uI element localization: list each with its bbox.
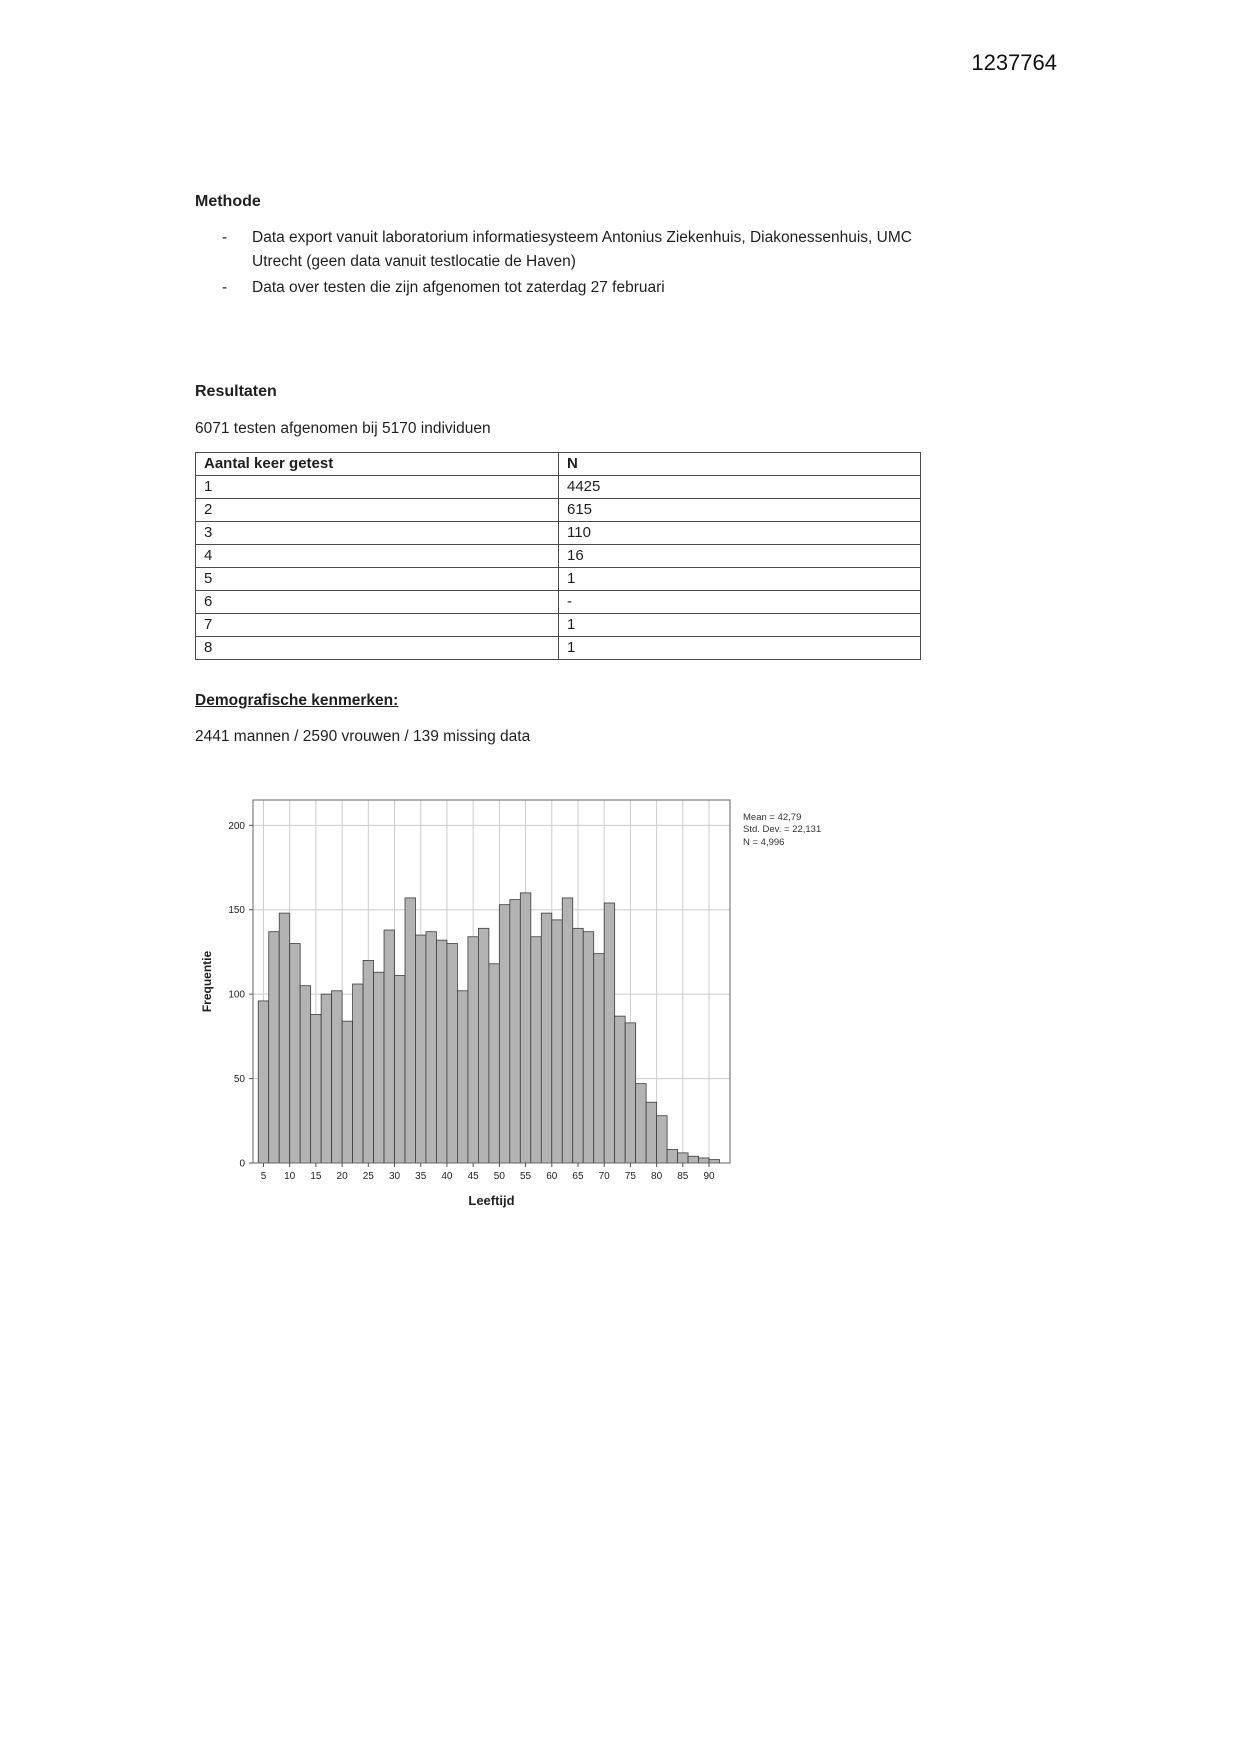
histogram-bar — [688, 1156, 698, 1163]
histogram-bar — [646, 1102, 656, 1163]
table-cell: 4425 — [559, 476, 921, 499]
histogram-bar — [363, 960, 373, 1163]
methode-list — [222, 226, 922, 302]
table-cell: 6 — [196, 591, 559, 614]
table-cell: 4 — [196, 545, 559, 568]
table-row — [196, 614, 921, 637]
table-row — [196, 499, 921, 522]
histogram-bar — [667, 1149, 677, 1163]
histogram-bar — [531, 937, 541, 1163]
resultaten-intro: 6071 testen afgenomen bij 5170 individuen — [195, 420, 491, 437]
x-tick-label: 60 — [546, 1171, 558, 1182]
histogram-bar — [541, 913, 551, 1163]
tests-table-body — [196, 476, 921, 660]
y-tick-label: 100 — [228, 989, 245, 1001]
annotation-n: N = 4,996 — [743, 836, 785, 848]
table-cell: 1 — [559, 614, 921, 637]
x-axis-label: Leeftijd — [468, 1193, 515, 1208]
histogram-bar — [300, 986, 310, 1163]
table-cell: 1 — [196, 476, 559, 499]
histogram-bar — [615, 1016, 625, 1163]
histogram-bar — [384, 930, 394, 1163]
age-histogram — [195, 790, 835, 1220]
x-tick-label: 10 — [284, 1171, 296, 1182]
annotation-stddev: Std. Dev. = 22,131 — [743, 824, 822, 836]
x-tick-label: 20 — [336, 1171, 348, 1182]
bullet-text: Data export vanuit laboratorium informatiesysteem Antonius Ziekenhuis, Diakonessenhuis, UMC Utrecht (geen data vanuit testlocatie de Haven) — [252, 229, 912, 270]
resultaten-heading: Resultaten — [195, 383, 277, 400]
histogram-bar — [636, 1084, 646, 1163]
page-number: 1237764 — [971, 50, 1057, 75]
histogram-bar — [447, 944, 457, 1163]
histogram-bar — [510, 900, 520, 1163]
y-tick-label: 200 — [228, 820, 245, 832]
histogram-bar — [468, 937, 478, 1163]
table-cell: 7 — [196, 614, 559, 637]
histogram-bar — [321, 994, 331, 1163]
table-cell: 615 — [559, 499, 921, 522]
table-cell: 1 — [559, 568, 921, 591]
table-header-cell: N — [559, 453, 921, 476]
tests-table — [195, 452, 921, 660]
histogram-bar — [678, 1153, 688, 1163]
tests-table-head-row — [196, 453, 921, 476]
x-tick-label: 70 — [598, 1171, 610, 1182]
y-tick-label: 0 — [239, 1158, 245, 1170]
x-tick-label: 55 — [520, 1171, 532, 1182]
table-cell: 2 — [196, 499, 559, 522]
histogram-bar — [342, 1021, 352, 1163]
bullet-item — [222, 226, 922, 274]
histogram-bar — [489, 964, 499, 1163]
table-cell: 8 — [196, 637, 559, 660]
table-cell: 110 — [559, 522, 921, 545]
histogram-bar — [573, 928, 583, 1163]
y-axis-label: Frequentie — [200, 950, 214, 1013]
histogram-bar — [625, 1023, 635, 1163]
histogram-bar — [395, 976, 405, 1163]
histogram-bar — [405, 898, 415, 1163]
table-cell: - — [559, 591, 921, 614]
annotation-mean: Mean = 42,79 — [743, 812, 802, 823]
histogram-bar — [657, 1116, 667, 1163]
table-row — [196, 591, 921, 614]
histogram-svg — [195, 790, 740, 1215]
histogram-bar — [699, 1158, 709, 1163]
histogram-bar — [279, 913, 289, 1163]
histogram-bar — [604, 903, 614, 1163]
chart-annotation — [743, 812, 821, 849]
bullet-dash: - — [222, 229, 228, 246]
table-row — [196, 637, 921, 660]
table-cell: 3 — [196, 522, 559, 545]
histogram-bar — [552, 920, 562, 1163]
table-cell: 5 — [196, 568, 559, 591]
histogram-bar — [374, 972, 384, 1163]
histogram-bar — [583, 932, 593, 1163]
x-tick-label: 90 — [703, 1171, 715, 1182]
histogram-bar — [478, 928, 488, 1163]
histogram-bar — [290, 944, 300, 1163]
demografie-heading: Demografische kenmerken: — [195, 692, 399, 709]
table-cell: 1 — [559, 637, 921, 660]
x-tick-label: 15 — [310, 1171, 322, 1182]
histogram-bar — [594, 954, 604, 1163]
histogram-bar — [562, 898, 572, 1163]
histogram-bar — [426, 932, 436, 1163]
y-tick-label: 150 — [228, 905, 245, 917]
x-tick-label: 50 — [493, 1171, 505, 1182]
histogram-bar — [457, 991, 467, 1163]
table-header-cell: Aantal keer getest — [196, 453, 559, 476]
demografie-text: 2441 mannen / 2590 vrouwen / 139 missing data — [195, 728, 531, 745]
table-row — [196, 522, 921, 545]
x-tick-label: 85 — [677, 1171, 689, 1182]
histogram-bar — [415, 935, 425, 1163]
table-cell: 16 — [559, 545, 921, 568]
x-tick-label: 65 — [572, 1171, 584, 1182]
table-row — [196, 545, 921, 568]
histogram-bar — [269, 932, 279, 1163]
x-tick-label: 35 — [415, 1171, 427, 1182]
x-tick-label: 80 — [651, 1171, 663, 1182]
x-tick-label: 40 — [441, 1171, 453, 1182]
histogram-bar — [311, 1014, 321, 1163]
histogram-bar — [332, 991, 342, 1163]
x-tick-label: 45 — [467, 1171, 479, 1182]
methode-heading: Methode — [195, 193, 261, 210]
x-tick-label: 30 — [388, 1171, 401, 1182]
histogram-bar — [353, 984, 363, 1163]
histogram-bar — [520, 893, 530, 1163]
bullet-dash: - — [222, 279, 228, 296]
table-row — [196, 568, 921, 591]
x-tick-label: 5 — [260, 1171, 267, 1182]
histogram-bar — [436, 940, 446, 1163]
histogram-bar — [499, 905, 509, 1163]
bullet-item — [222, 276, 922, 300]
x-tick-label: 75 — [624, 1171, 636, 1182]
histogram-bar — [258, 1001, 268, 1163]
table-row — [196, 476, 921, 499]
histogram-bar — [709, 1160, 719, 1163]
x-tick-label: 25 — [362, 1171, 374, 1182]
bullet-text: Data over testen die zijn afgenomen tot zaterdag 27 februari — [252, 279, 665, 296]
y-tick-label: 50 — [233, 1074, 245, 1086]
